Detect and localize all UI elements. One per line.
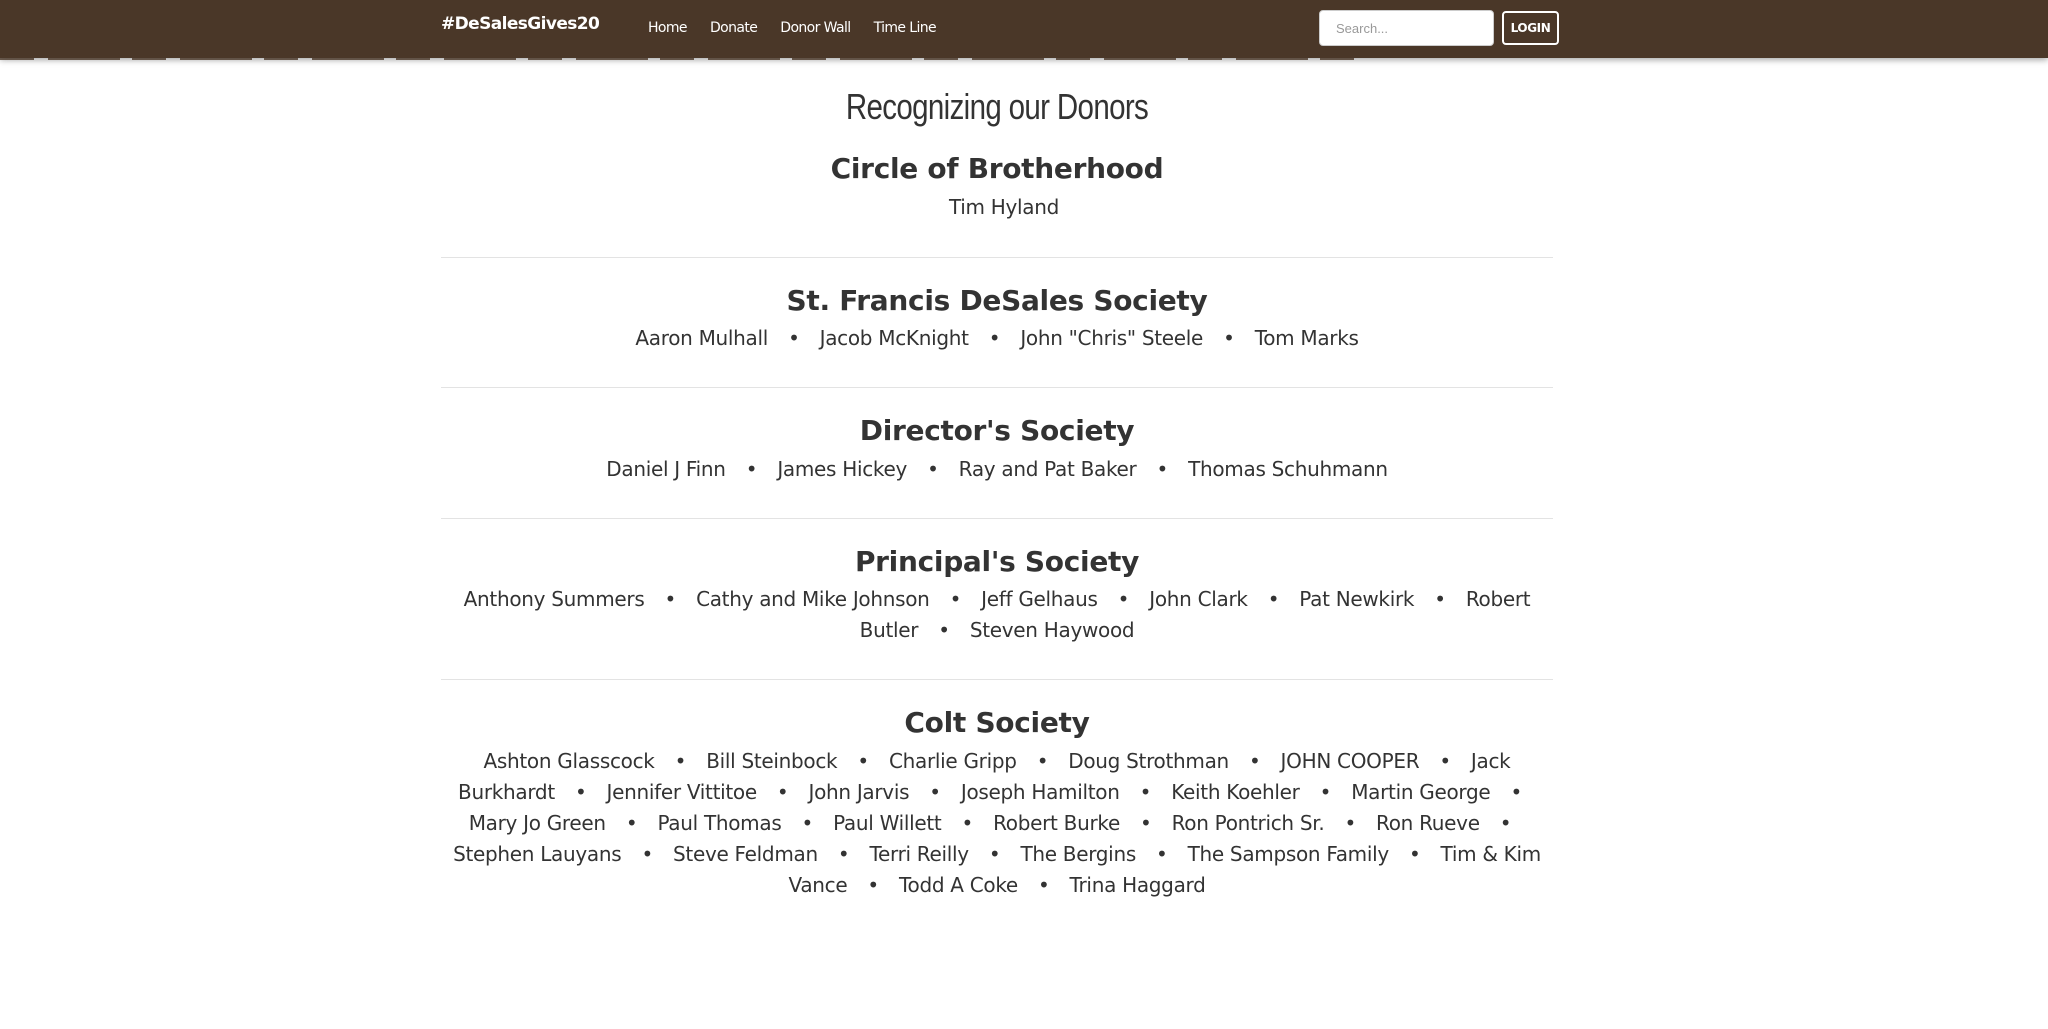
- donor-name: Terri Reilly: [869, 841, 969, 866]
- name-separator: •: [1248, 748, 1261, 773]
- nav-link-home[interactable]: Home: [648, 20, 687, 36]
- donor-names-list: [441, 323, 1553, 354]
- nav-link-time-line[interactable]: Time Line: [873, 20, 937, 36]
- section-title: Principal's Society: [854, 544, 1140, 578]
- donor-name: Ray and Pat Baker: [958, 456, 1137, 481]
- name-separator: •: [801, 810, 813, 835]
- name-separator: •: [574, 779, 587, 804]
- donor-name: John Jarvis: [808, 779, 910, 804]
- donor-name: Martin George: [1351, 779, 1491, 804]
- donor-name: Doug Strothman: [1068, 748, 1229, 773]
- section-title: Colt Society: [904, 706, 1090, 740]
- name-separator: •: [1117, 587, 1130, 612]
- donor-name: Ashton Glasscock: [483, 748, 655, 773]
- nav-link-donor-wall[interactable]: Donor Wall: [780, 20, 851, 36]
- name-separator: •: [1156, 841, 1168, 866]
- name-separator: •: [949, 587, 962, 612]
- section-title: Circle of Brotherhood: [830, 152, 1164, 185]
- name-separator: •: [664, 587, 676, 612]
- donor-name: Keith Koehler: [1171, 779, 1300, 804]
- donor-name: Paul Willett: [833, 810, 942, 835]
- section-divider: [441, 679, 1553, 680]
- donor-name: Cathy and Mike Johnson: [696, 587, 930, 612]
- name-separator: •: [641, 841, 653, 866]
- donor-name: Todd A Coke: [898, 872, 1018, 897]
- donor-name: Charlie Gripp: [888, 748, 1017, 773]
- donor-name: Joseph Hamilton: [960, 779, 1120, 804]
- donor-section-colt-society: [441, 706, 1553, 901]
- donor-name: Thomas Schuhmann: [1188, 456, 1388, 481]
- donor-name: Bill Steinbock: [706, 748, 838, 773]
- donor-name: Steven Haywood: [969, 618, 1135, 643]
- name-separator: •: [1408, 841, 1421, 866]
- name-separator: •: [867, 872, 879, 897]
- donor-names-list: [441, 746, 1553, 901]
- donor-section-circle-of-brotherhood: [441, 152, 1553, 223]
- donor-name: Tim Hyland: [948, 194, 1060, 219]
- name-separator: •: [1434, 587, 1446, 612]
- name-separator: •: [1344, 810, 1356, 835]
- section-title: Director's Society: [859, 414, 1135, 448]
- donor-names-list: [441, 584, 1553, 646]
- donor-name: Steve Feldman: [673, 841, 818, 866]
- nav-links: [648, 20, 936, 36]
- donor-name: John Clark: [1149, 587, 1248, 612]
- name-separator: •: [1140, 810, 1152, 835]
- name-separator: •: [1223, 326, 1235, 351]
- section-divider: [441, 387, 1553, 388]
- name-separator: •: [1139, 779, 1152, 804]
- donor-name: Daniel J Finn: [606, 456, 726, 481]
- name-separator: •: [1156, 456, 1169, 481]
- donor-name: James Hickey: [777, 456, 908, 481]
- donor-names-list: [441, 454, 1553, 485]
- name-separator: •: [674, 748, 687, 773]
- page-title: Recognizing our Donors: [845, 86, 1149, 127]
- donor-name: Aaron Mulhall: [635, 326, 768, 351]
- name-separator: •: [625, 810, 638, 835]
- name-separator: •: [1267, 587, 1280, 612]
- donor-name: Robert Burke: [993, 810, 1120, 835]
- name-separator: •: [988, 326, 1001, 351]
- top-navbar: [0, 0, 2048, 58]
- login-button[interactable]: LOGIN: [1502, 11, 1559, 45]
- name-separator: •: [929, 779, 941, 804]
- donor-name: Robert Butler: [859, 587, 1531, 643]
- name-separator: •: [1439, 748, 1451, 773]
- donor-name: Paul Thomas: [657, 810, 782, 835]
- section-title: St. Francis DeSales Society: [786, 283, 1208, 317]
- name-separator: •: [837, 841, 850, 866]
- nav-link-donate[interactable]: Donate: [709, 20, 758, 36]
- donor-names-list: [441, 192, 1553, 223]
- name-separator: •: [1037, 872, 1050, 897]
- name-separator: •: [927, 456, 939, 481]
- donor-name: The Bergins: [1020, 841, 1136, 866]
- name-separator: •: [1319, 779, 1332, 804]
- donor-section-st-francis-desales-society: [441, 284, 1553, 355]
- name-separator: •: [1499, 810, 1512, 835]
- donor-wall-main: [441, 58, 1553, 901]
- donor-name: Tom Marks: [1254, 326, 1359, 351]
- name-separator: •: [988, 841, 1001, 866]
- name-separator: •: [1510, 779, 1522, 804]
- name-separator: •: [961, 810, 974, 835]
- donor-name: Trina Haggard: [1069, 872, 1206, 897]
- name-separator: •: [745, 456, 758, 481]
- donor-section-directors-society: [441, 414, 1553, 485]
- donor-name: Ron Pontrich Sr.: [1171, 810, 1325, 835]
- brand-logo-link[interactable]: #DeSalesGives20: [441, 14, 600, 34]
- name-separator: •: [857, 748, 869, 773]
- donor-name: Jennifer Vittitoe: [606, 779, 757, 804]
- donor-name: Jack Burkhardt: [458, 748, 1511, 804]
- donor-name: Stephen Lauyans: [453, 841, 622, 866]
- name-separator: •: [938, 618, 950, 643]
- section-divider: [441, 257, 1553, 258]
- name-separator: •: [776, 779, 789, 804]
- donor-name: Anthony Summers: [463, 587, 645, 612]
- donor-name: The Sampson Family: [1187, 841, 1389, 866]
- donor-name: JOHN COOPER: [1280, 748, 1420, 773]
- name-separator: •: [1036, 748, 1049, 773]
- donor-name: Jeff Gelhaus: [981, 587, 1098, 612]
- donor-name: John "Chris" Steele: [1020, 326, 1204, 351]
- donor-name: Jacob McKnight: [819, 326, 969, 351]
- name-separator: •: [788, 326, 800, 351]
- donor-name: Ron Rueve: [1376, 810, 1480, 835]
- donor-name: Mary Jo Green: [468, 810, 606, 835]
- donor-name: Pat Newkirk: [1299, 587, 1415, 612]
- donor-name: Tim & Kim Vance: [788, 841, 1541, 897]
- donor-section-principals-society: [441, 545, 1553, 647]
- search-input[interactable]: [1319, 10, 1494, 46]
- section-divider: [441, 518, 1553, 519]
